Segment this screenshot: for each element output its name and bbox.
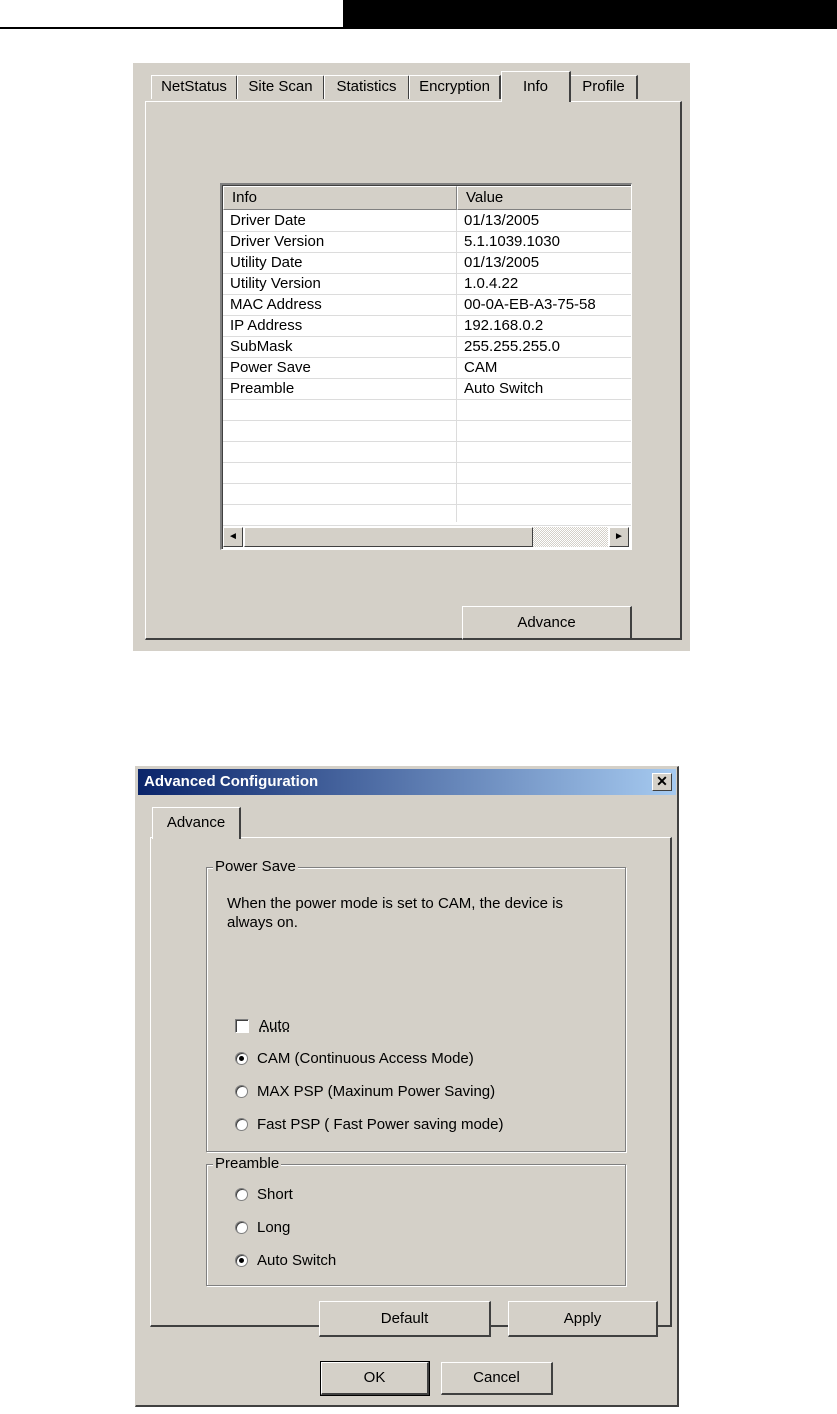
table-row[interactable]: [223, 210, 632, 232]
info-cell: MAC Address: [230, 296, 322, 313]
info-tab-page: [145, 101, 682, 640]
auto-checkbox[interactable]: [235, 1019, 249, 1033]
table-row: [223, 483, 632, 505]
value-cell: CAM: [464, 359, 498, 376]
info-list-view[interactable]: [220, 183, 632, 550]
tab-encryption[interactable]: Encryption: [409, 75, 501, 99]
table-row[interactable]: [223, 273, 632, 295]
value-cell: 1.0.4.22: [464, 275, 519, 292]
arrow-left-icon: ◄: [228, 531, 238, 542]
radio-short[interactable]: [235, 1188, 248, 1201]
radio-fast-psp[interactable]: [235, 1118, 248, 1131]
column-divider: [456, 210, 457, 522]
power-save-group: [206, 858, 626, 1152]
close-icon: ✕: [656, 773, 668, 789]
radio-auto-switch[interactable]: [235, 1254, 248, 1267]
value-cell: 01/13/2005: [464, 254, 540, 271]
table-row: [223, 504, 632, 526]
column-header-info[interactable]: Info: [223, 186, 457, 210]
apply-button[interactable]: Apply: [508, 1301, 658, 1337]
radio-cam-label: CAM (Continuous Access Mode): [257, 1050, 474, 1067]
value-cell: Auto Switch: [464, 380, 544, 397]
dialog-title: Advanced Configuration: [144, 773, 319, 790]
advance-button[interactable]: Advance: [462, 606, 632, 640]
info-panel-window: [133, 63, 690, 651]
tab-site-scan[interactable]: Site Scan: [237, 75, 325, 99]
advanced-configuration-dialog: [135, 766, 679, 1407]
close-button[interactable]: [652, 773, 672, 791]
radio-max-psp-label: MAX PSP (Maxinum Power Saving): [257, 1083, 496, 1100]
scrollbar-thumb[interactable]: [244, 527, 533, 547]
scroll-left-button[interactable]: [223, 527, 243, 547]
info-cell: Utility Date: [230, 254, 303, 271]
info-cell: Driver Version: [230, 233, 325, 250]
scroll-right-button[interactable]: [609, 527, 629, 547]
page-header-bar: [343, 0, 837, 27]
table-row[interactable]: [223, 378, 632, 400]
radio-cam[interactable]: [235, 1052, 248, 1065]
cancel-button[interactable]: Cancel: [441, 1362, 553, 1395]
radio-long[interactable]: [235, 1221, 248, 1234]
value-cell: 5.1.1039.1030: [464, 233, 560, 250]
table-row: [223, 441, 632, 463]
info-cell: IP Address: [230, 317, 303, 334]
ok-button[interactable]: OK: [321, 1362, 429, 1395]
radio-fast-psp-label: Fast PSP ( Fast Power saving mode): [257, 1116, 504, 1133]
radio-auto-switch-label: Auto Switch: [257, 1252, 337, 1269]
tab-info[interactable]: Info: [501, 71, 571, 102]
tab-profile[interactable]: Profile: [570, 75, 638, 99]
horizontal-scrollbar[interactable]: [223, 527, 629, 547]
tab-netstatus[interactable]: NetStatus: [151, 75, 238, 99]
column-header-value[interactable]: Value: [457, 186, 632, 210]
info-cell: Preamble: [230, 380, 295, 397]
advance-tab-page: [150, 837, 672, 1327]
value-cell: 00-0A-EB-A3-75-58: [464, 296, 596, 313]
default-button[interactable]: Default: [319, 1301, 491, 1337]
auto-label: Auto: [259, 1017, 290, 1034]
info-cell: Utility Version: [230, 275, 321, 292]
tab-statistics[interactable]: Statistics: [324, 75, 410, 99]
table-row[interactable]: [223, 357, 632, 379]
radio-max-psp[interactable]: [235, 1085, 248, 1098]
info-cell: Driver Date: [230, 212, 306, 229]
radio-short-label: Short: [257, 1186, 293, 1203]
table-row: [223, 462, 632, 484]
dialog-title-bar[interactable]: [138, 769, 676, 795]
table-row[interactable]: [223, 294, 632, 316]
info-cell: SubMask: [230, 338, 293, 355]
table-row[interactable]: [223, 336, 632, 358]
table-row[interactable]: [223, 315, 632, 337]
value-cell: 01/13/2005: [464, 212, 540, 229]
power-save-legend: Power Save: [215, 858, 296, 875]
scrollbar-track[interactable]: [533, 527, 608, 547]
power-save-description: When the power mode is set to CAM, the device is always on.: [227, 895, 563, 931]
preamble-legend: Preamble: [215, 1155, 280, 1172]
table-row: [223, 420, 632, 442]
arrow-right-icon: ►: [614, 531, 624, 542]
value-cell: 192.168.0.2: [464, 317, 544, 334]
preamble-group: [206, 1155, 626, 1286]
table-row[interactable]: [223, 252, 632, 274]
value-cell: 255.255.255.0: [464, 338, 560, 355]
info-cell: Power Save: [230, 359, 311, 376]
radio-long-label: Long: [257, 1219, 291, 1236]
table-row: [223, 399, 632, 421]
tab-advance[interactable]: Advance: [152, 807, 241, 839]
table-row[interactable]: [223, 231, 632, 253]
page-header-rule: [0, 27, 837, 29]
